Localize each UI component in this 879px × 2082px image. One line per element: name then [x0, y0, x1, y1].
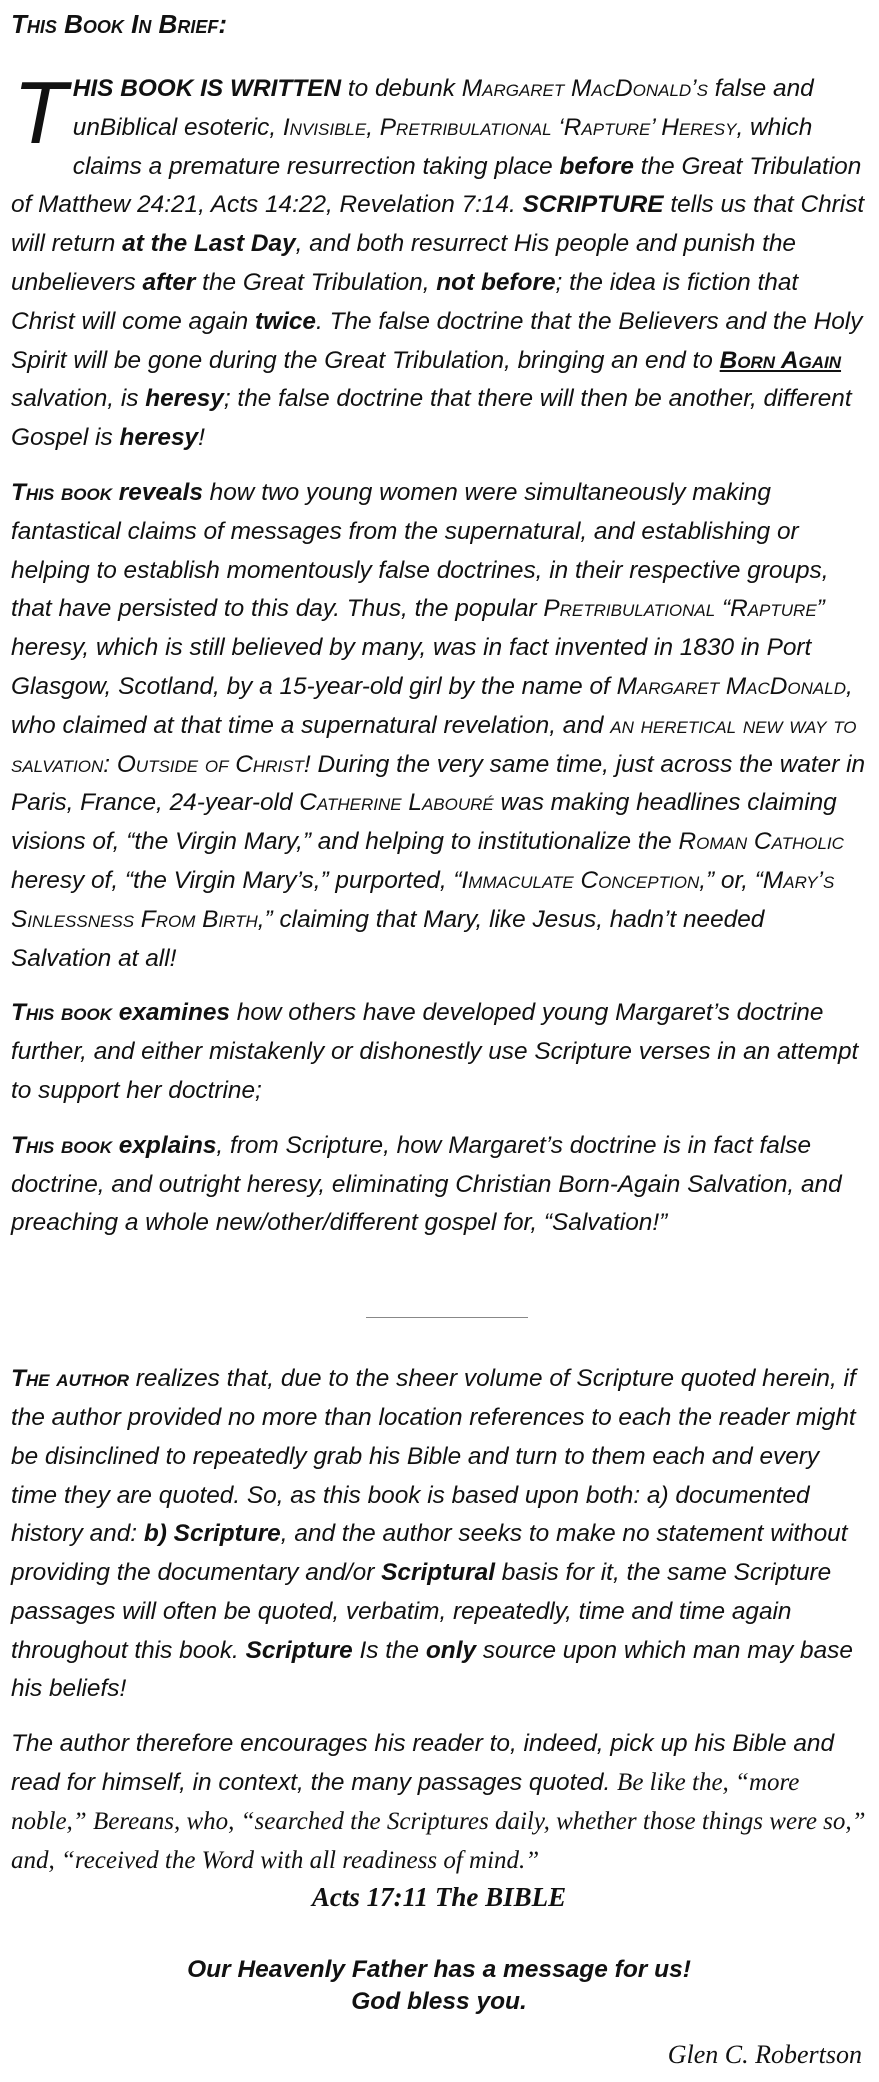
drop-cap: T	[13, 63, 67, 162]
paragraph-reveals: This book reveals how two young women were simultaneously making fantastical claims of messages from the supernatural, and establishing or helping to establish momentously false doctrines, in their respective groups, that have persisted to this day. Thus, the popular Pretribulational “Rapture” heresy, which is still believed by many, was in fact invented in 1830 in Port Glasgow, Scotland, by a 15-year-old girl by the name of Margaret MacDonald, who claimed at that time a supernatural revelation, and an heretical new way to salvation: Outside of Christ! During the very same time, just across the water in Paris, France, 24-year-old Catherine Labouré was making headlines claiming visions of, “the Virgin Mary,” and helping to institutionalize the Roman Catholic heresy of, “the Virgin Mary’s,” purported, “Immaculate Conception,” or, “Mary’s Sinlessness From Birth,” claiming that Mary, like Jesus, hadn’t needed Salvation at all!	[11, 478, 866, 972]
bereans-quote: Be like the, “more noble,” Bereans, who, “searched the Scriptures daily, whether those things were so,” and, “received the Word with all readiness of mind.”	[11, 1769, 866, 1874]
paragraph-author: The author realizes that, due to the sheer volume of Scripture quoted herein, if the author provided no more than location references to each the reader might be disinclined to repeatedly grab his Bible and turn to them each and every time they are quoted. So, as this book is based upon both: a) documented history and: b) Scripture, and the author seeks to make no statement without providing the documentary and/or Scriptural basis for it, the same Scripture passages will often be quoted, verbatim, repeatedly, time and time again throughout this book. Scripture Is the only source upon which man may base his beliefs!	[11, 1365, 856, 1703]
born-again-underlined: Born Again	[719, 346, 842, 374]
author-signature: Glen C. Robertson	[667, 2040, 862, 2069]
paragraph-purpose: THIS BOOK IS WRITTEN to debunk Margaret MacDonald’s false and unBiblical esoteric, Invisible, Pretribulational ‘Rapture’ Heresy, which claims a premature resurrection taking place before the Great Tribulation of Matthew 24:21, Acts 14:22, Revelation 7:14. SCRIPTURE tells us that Christ will return at the Last Day, and both resurrect His people and punish the unbelievers after the Great Tribulation, not before; the idea is fiction that Christ will come again twice. The false doctrine that the Believers and the Holy Spirit will be gone during the Great Tribulation, bringing an end to Born Again salvation, is heresy; the false doctrine that there will then be another, different Gospel is heresy!	[11, 63, 865, 452]
paragraph-examines: This book examines how others have developed young Margaret’s doctrine further, and either mistakenly or dishonestly use Scripture verses in an attempt to support her doctrine;	[11, 999, 859, 1104]
paragraph-encourage: The author therefore encourages his reader to, indeed, pick up his Bible and read for himself, in context, the many passages quoted. Be like the, “more noble,” Bereans, who, “searched the Scriptures daily, whether those things were so,” and, “received the Word with all readiness of mind.”	[11, 1730, 866, 1874]
closing-line-2: God bless you.	[351, 1988, 527, 2016]
paragraph-explains: This book explains, from Scripture, how Margaret’s doctrine is in fact false doctrine, and outright heresy, eliminating Christian Born-Again Salvation, and preaching a whole new/other/different gospel for, “Salvation!”	[11, 1131, 842, 1237]
scripture-reference: Acts 17:11 The BIBLE	[311, 1882, 567, 1913]
closing-line-1: Our Heavenly Father has a message for us!	[187, 1956, 691, 1984]
page-heading: This Book In Brief:	[11, 9, 227, 39]
